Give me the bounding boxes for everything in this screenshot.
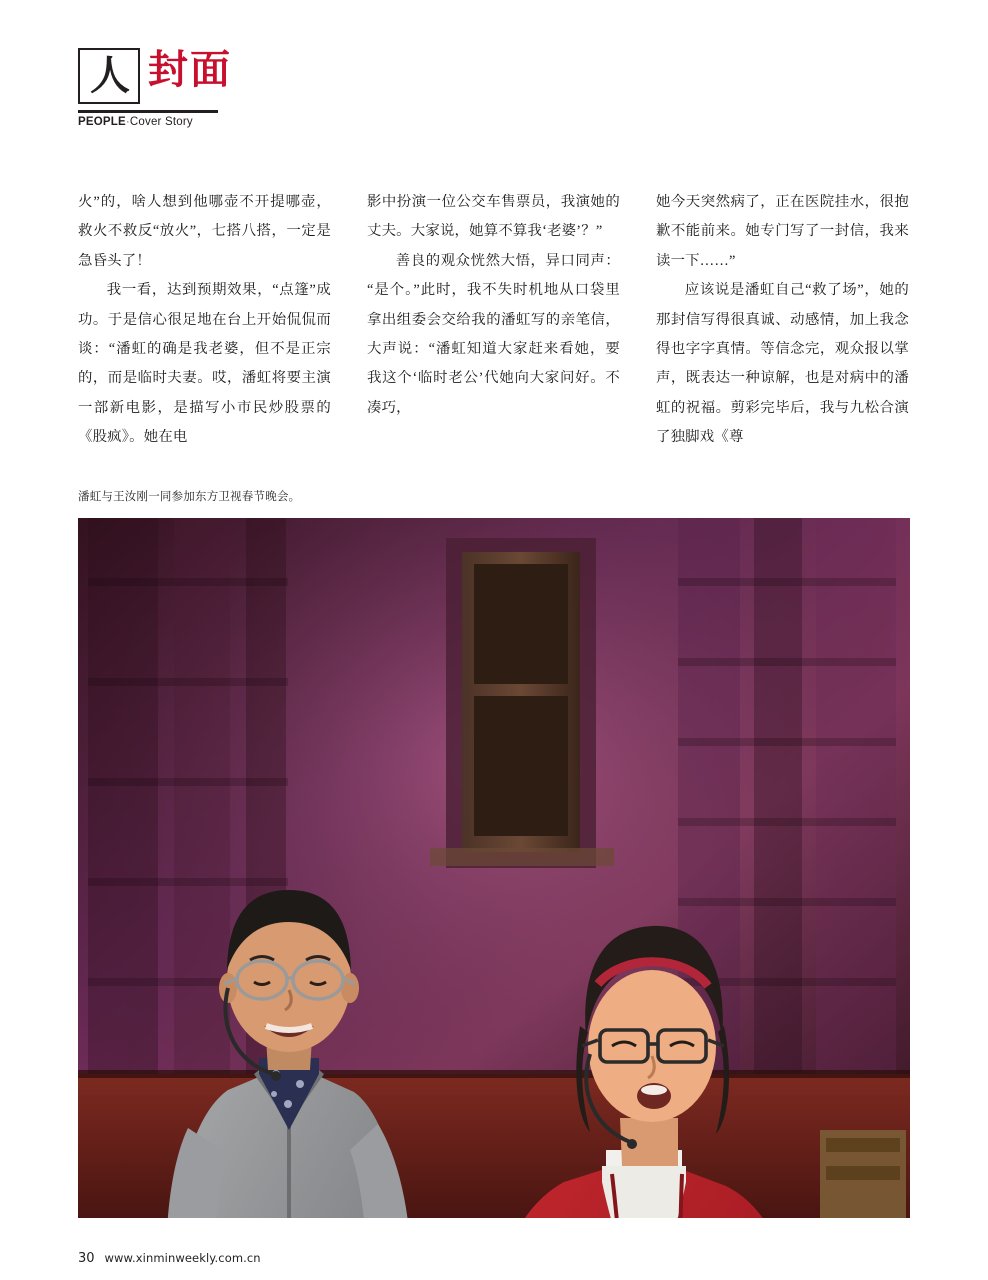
paragraph: 善良的观众恍然大悟，异口同声：“是个。”此时，我不失时机地从口袋里拿出组委会交给我的潘虹写的亲笔信，大声说：“潘虹知道大家赶来看她，要我这个‘临时老公’代她向大家问好。不凑巧， bbox=[367, 252, 620, 416]
paragraph: 她今天突然病了，正在医院挂水，很抱歉不能前来。她专门写了一封信，我来读一下……” bbox=[656, 194, 909, 269]
article-column-2 bbox=[367, 188, 620, 453]
masthead-title-cn: 封面 bbox=[148, 47, 232, 93]
paragraph: 火”的，啥人想到他哪壶不开提哪壶，救火不救反“放火”，七搭八搭，一定是急昏头了！ bbox=[78, 194, 331, 269]
photo-caption: 潘虹与王汝刚一同参加东方卫视春节晚会。 bbox=[78, 489, 301, 503]
masthead-title-en-sep: · bbox=[125, 116, 130, 128]
paragraph: 应该说是潘虹自己“救了场”，她的那封信写得很真诚、动感情，加上我念得也字字真情。等信念完，观众报以掌声，既表达一种谅解，也是对病中的潘虹的祝福。剪彩完毕后，我与九松合演了独脚戏《尊 bbox=[656, 282, 909, 446]
stage-photo bbox=[78, 518, 910, 1218]
people-logo-box bbox=[78, 48, 140, 104]
page-footer bbox=[78, 1251, 261, 1266]
article-column-1 bbox=[78, 188, 331, 453]
masthead bbox=[78, 48, 338, 138]
article-columns bbox=[78, 188, 910, 453]
paragraph: 影中扮演一位公交车售票员，我演她的丈夫。大家说，她算不算我‘老婆’？” bbox=[367, 194, 620, 240]
footer-url: www.xinminweekly.com.cn bbox=[104, 1251, 261, 1265]
people-logo-glyph: 人 bbox=[90, 52, 128, 99]
article-column-3 bbox=[656, 188, 909, 453]
masthead-title-en bbox=[78, 116, 193, 128]
masthead-rule bbox=[78, 110, 218, 113]
masthead-title-en-main: PEOPLE bbox=[78, 116, 126, 128]
page-number: 30 bbox=[78, 1251, 95, 1266]
masthead-title-en-sub: Cover Story bbox=[129, 116, 193, 128]
paragraph: 我一看，达到预期效果，“点篷”成功。于是信心很足地在台上开始侃侃而谈：“潘虹的确是我老婆，但不是正宗的，而是临时夫妻。哎，潘虹将要主演一部新电影，是描写小市民炒股票的《股疯》。她在电 bbox=[78, 282, 331, 446]
